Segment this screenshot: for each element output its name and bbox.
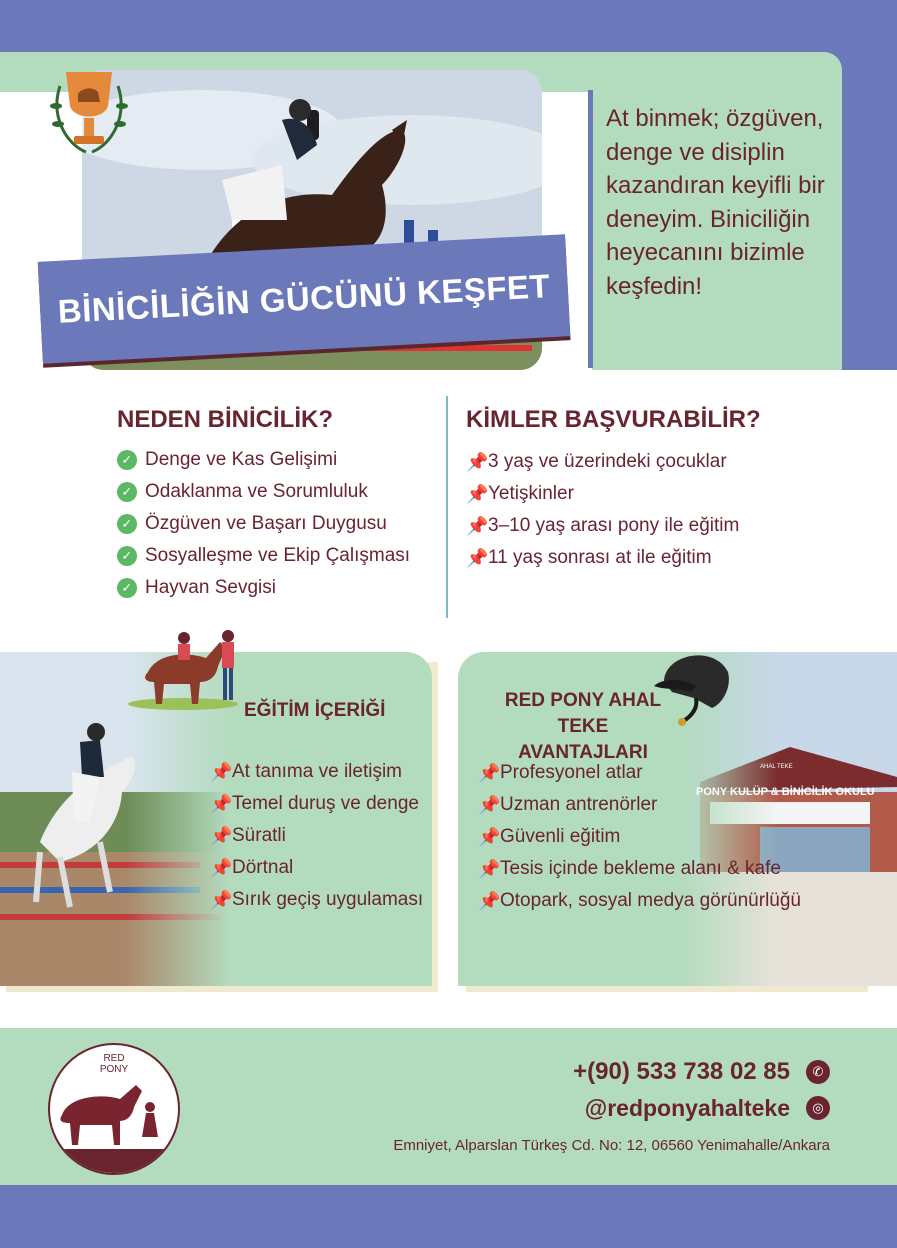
logo-text-line1: RED	[103, 1053, 125, 1064]
advantages-title-line1: RED PONY AHAL TEKE	[504, 690, 662, 737]
list-item-label: Süratli	[232, 825, 286, 846]
pushpin-icon: 📌	[466, 451, 489, 472]
list-item-label: 3 yaş ve üzerindeki çocuklar	[488, 451, 727, 472]
list-item	[478, 885, 801, 917]
pushpin-icon: 📌	[210, 793, 233, 814]
list-item-label: Sosyalleşme ve Ekip Çalışması	[145, 545, 411, 566]
list-item	[117, 444, 437, 476]
who-title: KİMLER BAŞVURABİLİR?	[466, 406, 761, 433]
pushpin-icon: 📌	[478, 826, 501, 847]
building-sign: PONY KULÜP & BİNİCİLİK OKULU	[696, 786, 875, 798]
list-item-label: 3–10 yaş arası pony ile eğitim	[488, 515, 740, 536]
top-right-accent	[842, 40, 897, 370]
pushpin-icon: 📌	[466, 515, 489, 536]
bottom-band	[0, 1185, 897, 1248]
list-item-label: Özgüven ve Başarı Duygusu	[145, 513, 387, 534]
list-item	[117, 476, 437, 508]
list-item-label: Sırık geçiş uygulaması	[232, 889, 424, 910]
list-item-label: Temel duruş ve denge	[232, 793, 419, 814]
pushpin-icon: 📌	[478, 762, 501, 783]
logo-text-line2: PONY	[99, 1064, 129, 1075]
list-item	[478, 789, 801, 821]
list-item	[466, 446, 866, 478]
check-circle-icon: ✓	[117, 482, 137, 502]
list-item-label: Güvenli eğitim	[500, 826, 621, 847]
pushpin-icon: 📌	[478, 858, 501, 879]
list-item	[478, 821, 801, 853]
list-item	[210, 852, 423, 884]
instagram-handle[interactable]: @redponyahalteke	[584, 1095, 790, 1121]
instagram-icon: ◎	[806, 1096, 830, 1120]
list-item	[210, 884, 423, 916]
list-item	[210, 756, 423, 788]
hero-title: BİNİCİLİĞİN GÜCÜNÜ KEŞFET	[56, 267, 552, 330]
list-item	[466, 478, 866, 510]
list-item-label: Otopark, sosyal medya görünürlüğü	[500, 890, 801, 911]
why-title: NEDEN BİNİCİLİK?	[117, 406, 333, 433]
pushpin-icon: 📌	[210, 889, 233, 910]
list-item-label: At tanıma ve iletişim	[232, 761, 402, 782]
check-circle-icon: ✓	[117, 578, 137, 598]
list-item	[117, 508, 437, 540]
training-title: EĞİTİM İÇERİĞİ	[244, 700, 386, 721]
list-item	[466, 542, 866, 574]
list-item	[478, 757, 801, 789]
trophy-icon	[46, 66, 132, 160]
list-item	[210, 820, 423, 852]
advantages-title-line2: AVANTAJLARI	[518, 742, 648, 763]
list-item-label: Uzman antrenörler	[500, 794, 658, 815]
intro-text: At binmek; özgüven, denge ve disiplin kazandıran keyifli bir deneyim. Biniciliğin heyecanını bizimle keşfedin!	[606, 105, 825, 300]
pushpin-icon: 📌	[466, 483, 489, 504]
advantages-title	[478, 688, 688, 766]
training-list	[210, 756, 423, 916]
list-item-label: Yetişkinler	[488, 483, 574, 504]
list-item	[466, 510, 866, 542]
list-item-label: Dörtnal	[232, 857, 294, 878]
pony-riding-illustration	[128, 622, 248, 712]
list-item	[210, 788, 423, 820]
phone-icon: ✆	[806, 1060, 830, 1084]
check-circle-icon: ✓	[117, 546, 137, 566]
list-item-label: Denge ve Kas Gelişimi	[145, 449, 338, 470]
why-section	[117, 406, 437, 604]
pushpin-icon: 📌	[478, 794, 501, 815]
list-item-label: Hayvan Sevgisi	[145, 577, 276, 598]
why-list	[117, 444, 437, 604]
who-list	[466, 446, 866, 574]
phone-number[interactable]: +(90) 533 738 02 85	[573, 1058, 790, 1085]
list-item-label: 11 yaş sonrası at ile eğitim	[488, 547, 712, 568]
list-item-label: Profesyonel atlar	[500, 762, 643, 783]
list-item	[117, 572, 437, 604]
who-section	[466, 406, 866, 574]
building-logo-text: AHAL TEKE	[760, 764, 793, 770]
intro-accent-bar	[588, 90, 593, 368]
list-item-label: Odaklanma ve Sorumluluk	[145, 481, 368, 502]
list-item-label: Tesis içinde bekleme alanı & kafe	[500, 858, 781, 879]
red-pony-logo	[48, 1043, 180, 1175]
pushpin-icon: 📌	[466, 547, 489, 568]
list-item	[478, 853, 801, 885]
check-circle-icon: ✓	[117, 450, 137, 470]
pushpin-icon: 📌	[210, 857, 233, 878]
check-circle-icon: ✓	[117, 514, 137, 534]
pushpin-icon: 📌	[210, 761, 233, 782]
section-divider	[446, 396, 448, 618]
pushpin-icon: 📌	[478, 890, 501, 911]
advantages-list	[478, 757, 801, 917]
pushpin-icon: 📌	[210, 825, 233, 846]
address: Emniyet, Alparslan Türkeş Cd. No: 12, 06560 Yenimahalle/Ankara	[393, 1137, 830, 1154]
list-item	[117, 540, 437, 572]
